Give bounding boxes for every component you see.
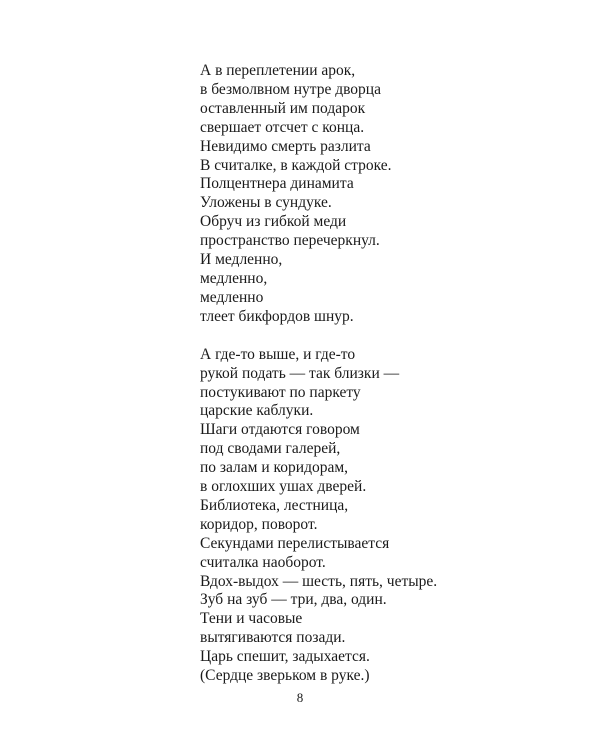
poem-line: А в переплетении арок, bbox=[200, 62, 356, 79]
poem-line: пространство перечеркнул. bbox=[200, 232, 380, 250]
poem-line: вытягиваются позади. bbox=[200, 629, 346, 647]
poem-line: Обруч из гибкой меди bbox=[200, 213, 347, 231]
poem-line: (Сердце зверьком в руке.) bbox=[200, 667, 370, 685]
poem-line: Царь спешит, задыхается. bbox=[200, 648, 370, 666]
poem-line: Секундами перелистывается bbox=[200, 534, 390, 552]
poem-line: царские каблуки. bbox=[200, 402, 314, 420]
stanza-1 bbox=[200, 62, 560, 327]
poem-line: Уложены в сундуке. bbox=[200, 194, 332, 212]
poem-line: Полцентнера динамита bbox=[200, 175, 354, 193]
poem-line: в безмолвном нутре дворца bbox=[200, 80, 381, 98]
poem bbox=[200, 62, 560, 686]
poem-line: Библиотека, лестница, bbox=[200, 496, 349, 514]
poem-line: коридор, поворот. bbox=[200, 515, 318, 533]
poem-line: В считалке, в каждой строке. bbox=[200, 156, 392, 174]
poem-line: под сводами галерей, bbox=[200, 440, 341, 458]
stanza-2 bbox=[200, 346, 560, 686]
poem-line: А где-то выше, и где-то bbox=[200, 345, 356, 363]
poem-line: рукой подать — так близки — bbox=[200, 364, 400, 382]
poem-line: Вдох-выдох — шесть, пять, четыре. bbox=[200, 572, 438, 590]
page-number: 8 bbox=[296, 690, 304, 705]
poem-line: медленно, bbox=[200, 269, 268, 287]
poem-line: Зуб на зуб — три, два, один. bbox=[200, 591, 387, 609]
poem-line: постукивают по паркету bbox=[200, 383, 361, 401]
poem-line: оставленный им подарок bbox=[200, 99, 366, 117]
poem-line: Невидимо смерть разлита bbox=[200, 137, 371, 155]
poem-line: в оглохших ушах дверей. bbox=[200, 478, 367, 496]
poem-line: считалка наоборот. bbox=[200, 553, 326, 571]
poem-line: по залам и коридорам, bbox=[200, 459, 349, 477]
poem-line: Тени и часовые bbox=[200, 610, 303, 628]
poem-line: тлеет бикфордов шнур. bbox=[200, 307, 354, 325]
poem-line: Шаги отдаются говором bbox=[200, 421, 360, 439]
poem-line: медленно bbox=[200, 288, 264, 306]
poem-line: И медленно, bbox=[200, 251, 283, 269]
poem-line: свершает отсчет с конца. bbox=[200, 118, 365, 136]
